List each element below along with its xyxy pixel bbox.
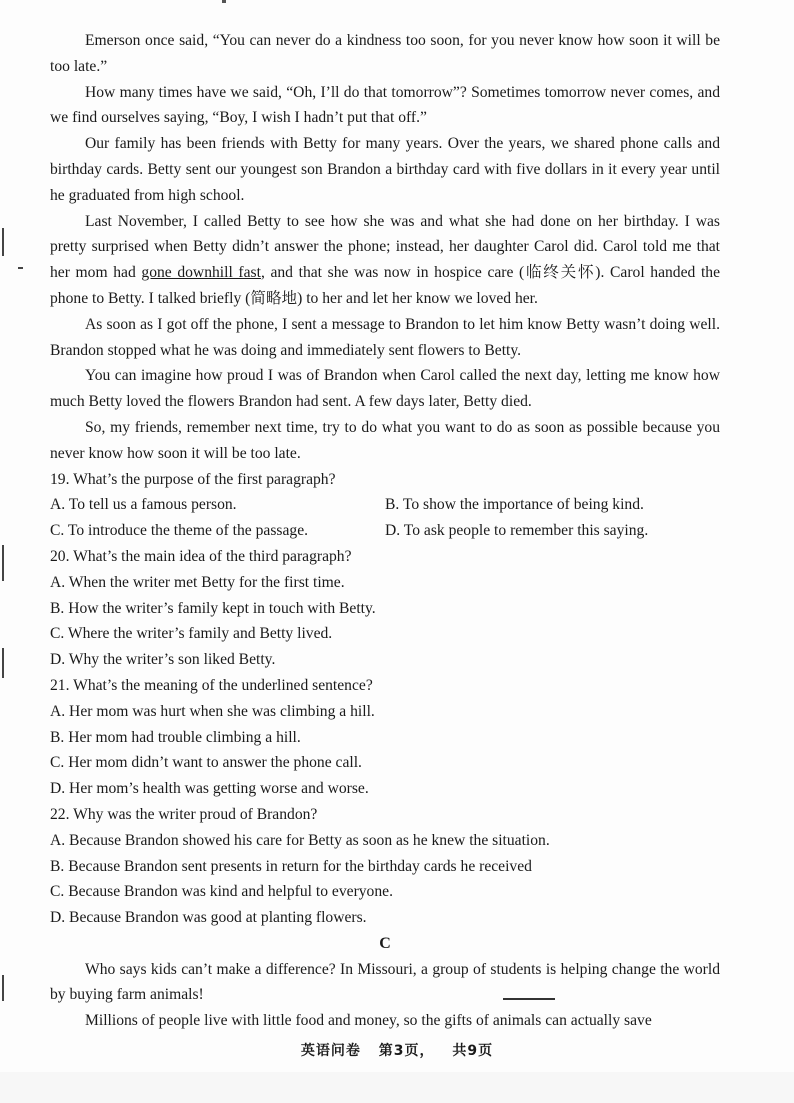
scan-speck — [222, 0, 226, 3]
question-22-option-b: B. Because Brandon sent presents in return for the birthday cards he received — [50, 857, 532, 875]
underlined-sentence: gone downhill fast — [141, 264, 261, 282]
question-19-stem: 19. What’s the purpose of the first paragraph? — [50, 470, 336, 488]
margin-mark — [2, 975, 4, 1001]
exam-text — [50, 28, 720, 1034]
question-21-option-b: B. Her mom had trouble climbing a hill. — [50, 728, 301, 746]
page-bottom-margin — [0, 1072, 794, 1103]
question-20-option-b: B. How the writer’s family kept in touch with Betty. — [50, 599, 376, 617]
section-c-paragraph-1: Who says kids can’t make a difference? In Missouri, a group of students is helping change the world by buying farm animals! — [50, 960, 720, 1004]
question-19-options-row-1 — [50, 492, 720, 518]
question-19-option-a: A. To tell us a famous person. — [50, 496, 237, 514]
question-21-option-c: C. Her mom didn’t want to answer the phone call. — [50, 754, 362, 772]
question-20-option-c: C. Where the writer’s family and Betty lived. — [50, 625, 333, 643]
passage-paragraph-4 — [50, 209, 720, 312]
question-19-option-c: C. To introduce the theme of the passage. — [50, 522, 309, 540]
question-21-option-a: A. Her mom was hurt when she was climbing a hill. — [50, 702, 375, 720]
question-20-option-a: A. When the writer met Betty for the first time. — [50, 573, 345, 591]
passage-paragraph-7: So, my friends, remember next time, try to do what you want to do as soon as possible because you never know how soon it will be too late. — [50, 418, 720, 462]
footer-title: 英语问卷 — [300, 1043, 361, 1059]
footer-total-pages: 共9页 — [452, 1043, 494, 1059]
margin-mark — [2, 648, 4, 678]
passage-paragraph-1: Emerson once said, “You can never do a kindness too soon, for you never know how soon it will be too late.” — [50, 32, 720, 75]
question-22-option-d: D. Because Brandon was good at planting flowers. — [50, 909, 367, 927]
passage-paragraph-3: Our family has been friends with Betty for many years. Over the years, we shared phone calls and birthday cards. Betty sent our youngest son Brandon a birthday card with five dollars in it every year until he graduated from high school. — [50, 135, 720, 204]
footer-page-number: 第3页， — [378, 1043, 435, 1059]
paragraph-4-part-2: , and that she was now in hospice care (临终关怀). Carol handed the phone to Betty. I talked briefly (简略地) to her and let her know we loved her. — [50, 264, 720, 307]
question-22-stem: 22. Why was the writer proud of Brandon? — [50, 805, 318, 823]
question-20-option-d: D. Why the writer’s son liked Betty. — [50, 651, 276, 669]
question-22-option-c: C. Because Brandon was kind and helpful to everyone. — [50, 883, 393, 901]
margin-mark — [2, 545, 4, 581]
question-22-option-a: A. Because Brandon showed his care for Betty as soon as he knew the situation. — [50, 831, 550, 849]
question-21-option-d: D. Her mom’s health was getting worse and worse. — [50, 780, 369, 798]
passage-paragraph-6: You can imagine how proud I was of Brandon when Carol called the next day, letting me know how much Betty loved the flowers Brandon had sent. A few days later, Betty died. — [50, 367, 720, 411]
margin-mark — [2, 228, 4, 256]
question-20-stem: 20. What’s the main idea of the third paragraph? — [50, 547, 352, 565]
passage-paragraph-5: As soon as I got off the phone, I sent a message to Brandon to let him know Betty wasn’t doing well. Brandon stopped what he was doing and immediately sent flowers to Betty. — [50, 315, 720, 359]
question-19-options-row-2 — [50, 518, 720, 544]
section-c-heading: C — [379, 934, 391, 952]
paragraph-4-part-1: Last November, I called Betty to see how she was and what she had done on her birthday. I was pretty surprised when Betty didn’t answer the phone; instead, her daughter Carol did. Carol told me that her mom had — [50, 212, 720, 282]
question-19-option-d: D. To ask people to remember this saying. — [385, 522, 649, 540]
section-c-paragraph-2: Millions of people live with little food and money, so the gifts of animals can actually save — [85, 1012, 652, 1030]
question-19-option-b: B. To show the importance of being kind. — [385, 496, 644, 514]
page-footer — [0, 1040, 794, 1060]
question-21-stem: 21. What’s the meaning of the underlined sentence? — [50, 676, 373, 694]
margin-dash — [18, 267, 23, 269]
passage-paragraph-2: How many times have we said, “Oh, I’ll do that tomorrow”? Sometimes tomorrow never comes, and we find ourselves saying, “Boy, I wish I hadn’t put that off.” — [50, 83, 720, 127]
